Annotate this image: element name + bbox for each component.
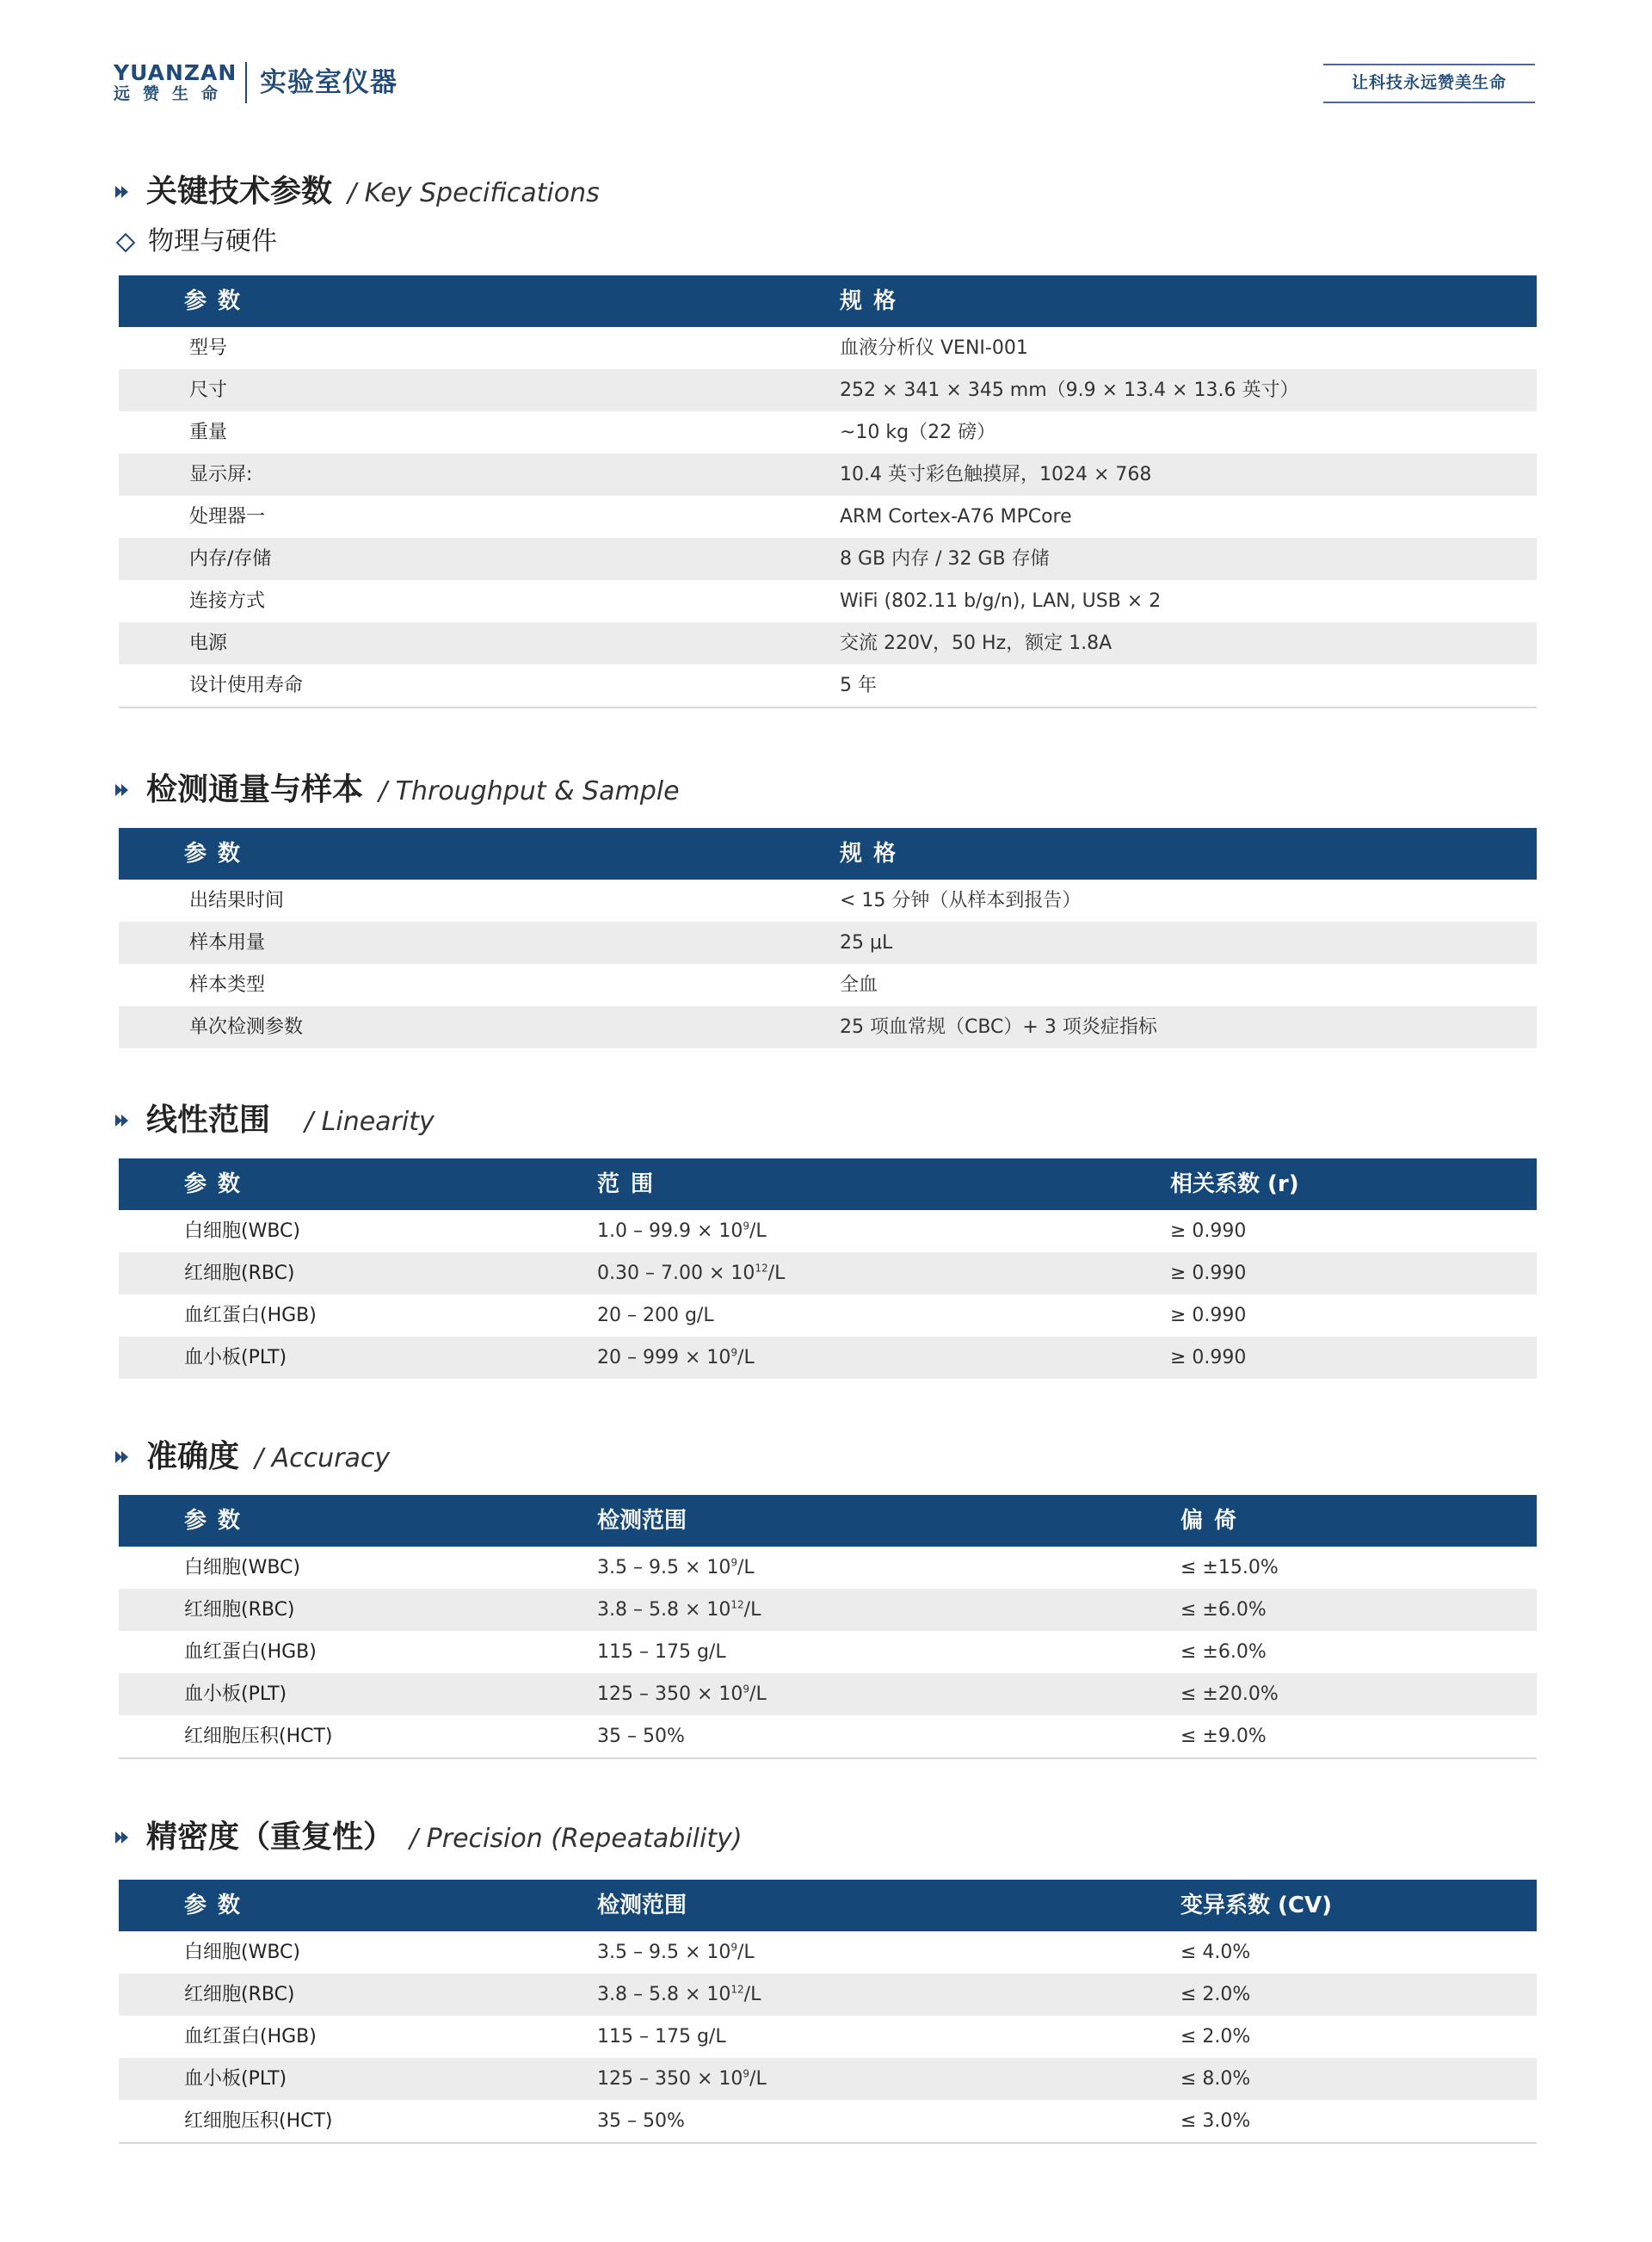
- spec-cell: 5 年: [840, 675, 877, 696]
- value-cell: ≤ 3.0%: [1180, 2110, 1251, 2132]
- param-cell: 红细胞(RBC): [184, 1263, 295, 1284]
- double-arrow-icon: [114, 1828, 133, 1847]
- param-cell: 血红蛋白(HGB): [184, 1641, 317, 1663]
- range-text: 35 – 50%: [597, 1726, 685, 1747]
- range-unit: /L: [749, 2068, 767, 2090]
- section-title-cn: 精密度（重复性）: [146, 1819, 395, 1855]
- range-exponent: 9: [730, 1556, 738, 1569]
- range-cell: [597, 2100, 685, 2142]
- spec-cell: 10.4 英寸彩色触摸屏，1024 × 768: [840, 464, 1152, 485]
- param-cell: 型号: [189, 337, 228, 359]
- range-cell: [597, 1973, 761, 2016]
- range-text: 3.5 – 9.5 × 10: [597, 1557, 731, 1578]
- value-cell: ≥ 0.990: [1170, 1305, 1247, 1326]
- table-row: [119, 1547, 1537, 1589]
- header-param: 参 数: [184, 841, 243, 867]
- table-header: [119, 1880, 1537, 1931]
- subsection-title: 物理与硬件: [148, 226, 277, 256]
- section-heading-throughput: [114, 769, 888, 812]
- specs-table: [119, 275, 1537, 708]
- param-cell: 单次检测参数: [189, 1016, 304, 1038]
- spec-cell: 全血: [840, 974, 878, 996]
- value-cell: ≤ ±9.0%: [1180, 1726, 1267, 1747]
- range-cell: [597, 1210, 767, 1252]
- yuanzan-logo: [114, 60, 237, 103]
- param-cell: 红细胞压积(HCT): [184, 2110, 333, 2132]
- value-cell: ≤ 8.0%: [1180, 2068, 1251, 2090]
- param-cell: 电源: [189, 633, 228, 654]
- double-arrow-icon: [114, 1448, 133, 1467]
- range-exponent: 12: [755, 1262, 768, 1275]
- range-exponent: 12: [730, 1983, 744, 1996]
- range-cell: [597, 2058, 767, 2100]
- table-row: [119, 1931, 1537, 1973]
- param-cell: 血红蛋白(HGB): [184, 2026, 317, 2047]
- table-row: [119, 964, 1537, 1006]
- param-cell: 血小板(PLT): [184, 1683, 287, 1705]
- spec-cell: 25 项血常规（CBC）+ 3 项炎症指标: [840, 1016, 1157, 1038]
- logo-divider: [245, 62, 247, 103]
- range-text: 3.8 – 5.8 × 10: [597, 1599, 731, 1621]
- table-row: [119, 496, 1537, 538]
- table-header: [119, 828, 1537, 880]
- param-cell: 白细胞(WBC): [184, 1942, 300, 1963]
- range-cell: [597, 1547, 755, 1589]
- double-arrow-icon: [114, 182, 133, 201]
- table-row: [119, 922, 1537, 964]
- param-cell: 设计使用寿命: [189, 675, 304, 696]
- section-heading-precision: [114, 1816, 974, 1859]
- range-cell: [597, 1589, 761, 1631]
- table-row: [119, 2058, 1537, 2100]
- spec-cell: 交流 220V，50 Hz，额定 1.8A: [840, 633, 1113, 654]
- table-bottom-rule: [119, 1757, 1537, 1759]
- range-text: 1.0 – 99.9 × 10: [597, 1220, 743, 1242]
- range-exponent: 9: [730, 1346, 738, 1359]
- range-unit: /L: [743, 1599, 761, 1621]
- table-row: [119, 1715, 1537, 1757]
- table-row: [119, 1210, 1537, 1252]
- table-row: [119, 1589, 1537, 1631]
- section-title: [146, 1099, 435, 1144]
- section-title-cn: 线性范围: [146, 1102, 271, 1138]
- range-cell: [597, 1631, 726, 1673]
- table-header: [119, 1158, 1537, 1210]
- range-cell: [597, 1715, 685, 1757]
- header-correlation: 相关系数 (r): [1170, 1171, 1299, 1197]
- table-row: [119, 327, 1537, 369]
- header-range: 范 围: [597, 1171, 656, 1197]
- value-cell: ≥ 0.990: [1170, 1263, 1247, 1284]
- section-title-en: / Precision (Repeatability): [410, 1824, 743, 1854]
- range-text: 35 – 50%: [597, 2110, 685, 2132]
- range-text: 3.8 – 5.8 × 10: [597, 1984, 731, 2005]
- section-title: [146, 1436, 390, 1480]
- value-cell: ≤ 2.0%: [1180, 2026, 1251, 2047]
- section-title-en: / Throughput & Sample: [379, 776, 680, 806]
- subsection-heading: [114, 222, 458, 262]
- header-param: 参 数: [184, 1893, 243, 1918]
- accuracy-table: [119, 1495, 1537, 1759]
- param-cell: 红细胞(RBC): [184, 1599, 295, 1621]
- param-cell: 血小板(PLT): [184, 1347, 287, 1368]
- header-param: 参 数: [184, 288, 243, 314]
- section-title: [146, 1816, 743, 1861]
- range-unit: /L: [767, 1263, 786, 1284]
- section-title-cn: 检测通量与样本: [146, 772, 364, 807]
- range-text: 20 – 999 × 10: [597, 1347, 731, 1368]
- range-cell: [597, 1931, 755, 1973]
- param-cell: 内存/存储: [189, 548, 272, 570]
- range-cell: [597, 1673, 767, 1715]
- precision-table: [119, 1880, 1537, 2144]
- range-text: 115 – 175 g/L: [597, 1641, 726, 1663]
- spec-cell: 血液分析仪 VENI-001: [840, 337, 1028, 359]
- range-exponent: 12: [730, 1598, 744, 1611]
- section-title-en: / Key Specifications: [348, 178, 600, 208]
- header-param: 参 数: [184, 1508, 243, 1534]
- diamond-icon: [116, 233, 136, 253]
- table-row: [119, 1337, 1537, 1379]
- section-title: [146, 769, 680, 813]
- range-exponent: 9: [743, 1220, 750, 1232]
- table-row: [119, 454, 1537, 496]
- table-row: [119, 1006, 1537, 1048]
- range-text: 3.5 – 9.5 × 10: [597, 1942, 731, 1963]
- spec-cell: 25 μL: [840, 932, 893, 954]
- linearity-table: [119, 1158, 1537, 1379]
- value-cell: ≤ ±6.0%: [1180, 1641, 1267, 1663]
- spec-cell: ARM Cortex-A76 MPCore: [840, 506, 1072, 528]
- param-cell: 尺寸: [189, 380, 228, 401]
- range-unit: /L: [737, 1942, 755, 1963]
- param-cell: 血红蛋白(HGB): [184, 1305, 317, 1326]
- header-spec: 规 格: [840, 288, 898, 314]
- spec-cell: < 15 分钟（从样本到报告）: [840, 890, 1082, 911]
- range-exponent: 9: [730, 1941, 738, 1954]
- range-text: 125 – 350 × 10: [597, 2068, 743, 2090]
- logo-english: YUANZAN: [114, 60, 237, 85]
- page-header: [0, 0, 1652, 120]
- range-text: 125 – 350 × 10: [597, 1683, 743, 1705]
- table-row: [119, 2100, 1537, 2142]
- table-row: [119, 1973, 1537, 2016]
- section-title-cn: 关键技术参数: [146, 174, 333, 209]
- value-cell: ≤ ±20.0%: [1180, 1683, 1279, 1705]
- header-spec: 规 格: [840, 841, 898, 867]
- table-header: [119, 1495, 1537, 1547]
- double-arrow-icon: [114, 1111, 133, 1130]
- throughput-table: [119, 828, 1537, 1048]
- range-unit: /L: [749, 1220, 767, 1242]
- section-title-en: / Accuracy: [255, 1443, 391, 1473]
- section-heading-accuracy: [114, 1436, 716, 1479]
- header-range: 检测范围: [597, 1893, 687, 1918]
- range-exponent: 9: [743, 2067, 750, 2080]
- range-cell: [597, 1294, 714, 1337]
- table-row: [119, 1673, 1537, 1715]
- param-cell: 血小板(PLT): [184, 2068, 287, 2090]
- value-cell: ≤ 2.0%: [1180, 1984, 1251, 2005]
- table-row: [119, 580, 1537, 622]
- value-cell: ≤ ±15.0%: [1180, 1557, 1279, 1578]
- table-row: [119, 880, 1537, 922]
- param-cell: 重量: [189, 422, 228, 443]
- header-cv: 变异系数 (CV): [1180, 1893, 1333, 1918]
- range-text: 115 – 175 g/L: [597, 2026, 726, 2047]
- double-arrow-icon: [114, 781, 133, 800]
- section-title-cn: 准确度: [146, 1439, 240, 1474]
- section-heading-specs: [114, 170, 802, 213]
- brand-title: 实验室仪器: [260, 67, 398, 98]
- table-row: [119, 1631, 1537, 1673]
- spec-cell: 252 × 341 × 345 mm（9.9 × 13.4 × 13.6 英寸）: [840, 380, 1299, 401]
- table-row: [119, 1294, 1537, 1337]
- range-unit: /L: [737, 1347, 755, 1368]
- param-cell: 连接方式: [189, 590, 266, 612]
- param-cell: 白细胞(WBC): [184, 1557, 300, 1578]
- range-unit: /L: [737, 1557, 755, 1578]
- section-title: [146, 170, 600, 215]
- header-param: 参 数: [184, 1171, 243, 1197]
- table-bottom-rule: [119, 2142, 1537, 2144]
- spec-cell: 8 GB 内存 / 32 GB 存储: [840, 548, 1050, 570]
- param-cell: 样本类型: [189, 974, 266, 996]
- slogan: 让科技永远赞美生命: [1323, 64, 1535, 103]
- table-row: [119, 664, 1537, 707]
- table-bottom-rule: [119, 707, 1537, 708]
- value-cell: ≤ 4.0%: [1180, 1942, 1251, 1963]
- param-cell: 红细胞压积(HCT): [184, 1726, 333, 1747]
- range-exponent: 9: [743, 1683, 750, 1695]
- range-text: 0.30 – 7.00 × 10: [597, 1263, 755, 1284]
- section-heading-linearity: [114, 1099, 716, 1142]
- param-cell: 样本用量: [189, 932, 266, 954]
- spec-cell: ~10 kg（22 磅）: [840, 422, 996, 443]
- logo-chinese: 远赞生命: [114, 84, 231, 103]
- range-text: 20 – 200 g/L: [597, 1305, 714, 1326]
- spec-cell: WiFi (802.11 b/g/n), LAN, USB × 2: [840, 590, 1162, 612]
- table-row: [119, 369, 1537, 411]
- param-cell: 白细胞(WBC): [184, 1220, 300, 1242]
- value-cell: ≥ 0.990: [1170, 1220, 1247, 1242]
- range-cell: [597, 1252, 785, 1294]
- section-title-en: / Linearity: [305, 1107, 435, 1137]
- table-row: [119, 411, 1537, 454]
- param-cell: 红细胞(RBC): [184, 1984, 295, 2005]
- table-row: [119, 622, 1537, 664]
- param-cell: 显示屏:: [189, 464, 253, 485]
- header-range: 检测范围: [597, 1508, 687, 1534]
- table-row: [119, 1252, 1537, 1294]
- range-cell: [597, 2016, 726, 2058]
- value-cell: ≥ 0.990: [1170, 1347, 1247, 1368]
- header-bias: 偏 倚: [1180, 1508, 1239, 1534]
- table-row: [119, 2016, 1537, 2058]
- range-unit: /L: [749, 1683, 767, 1705]
- param-cell: 出结果时间: [189, 890, 285, 911]
- range-unit: /L: [743, 1984, 761, 2005]
- table-header: [119, 275, 1537, 327]
- table-row: [119, 538, 1537, 580]
- value-cell: ≤ ±6.0%: [1180, 1599, 1267, 1621]
- range-cell: [597, 1337, 755, 1379]
- param-cell: 处理器一: [189, 506, 266, 528]
